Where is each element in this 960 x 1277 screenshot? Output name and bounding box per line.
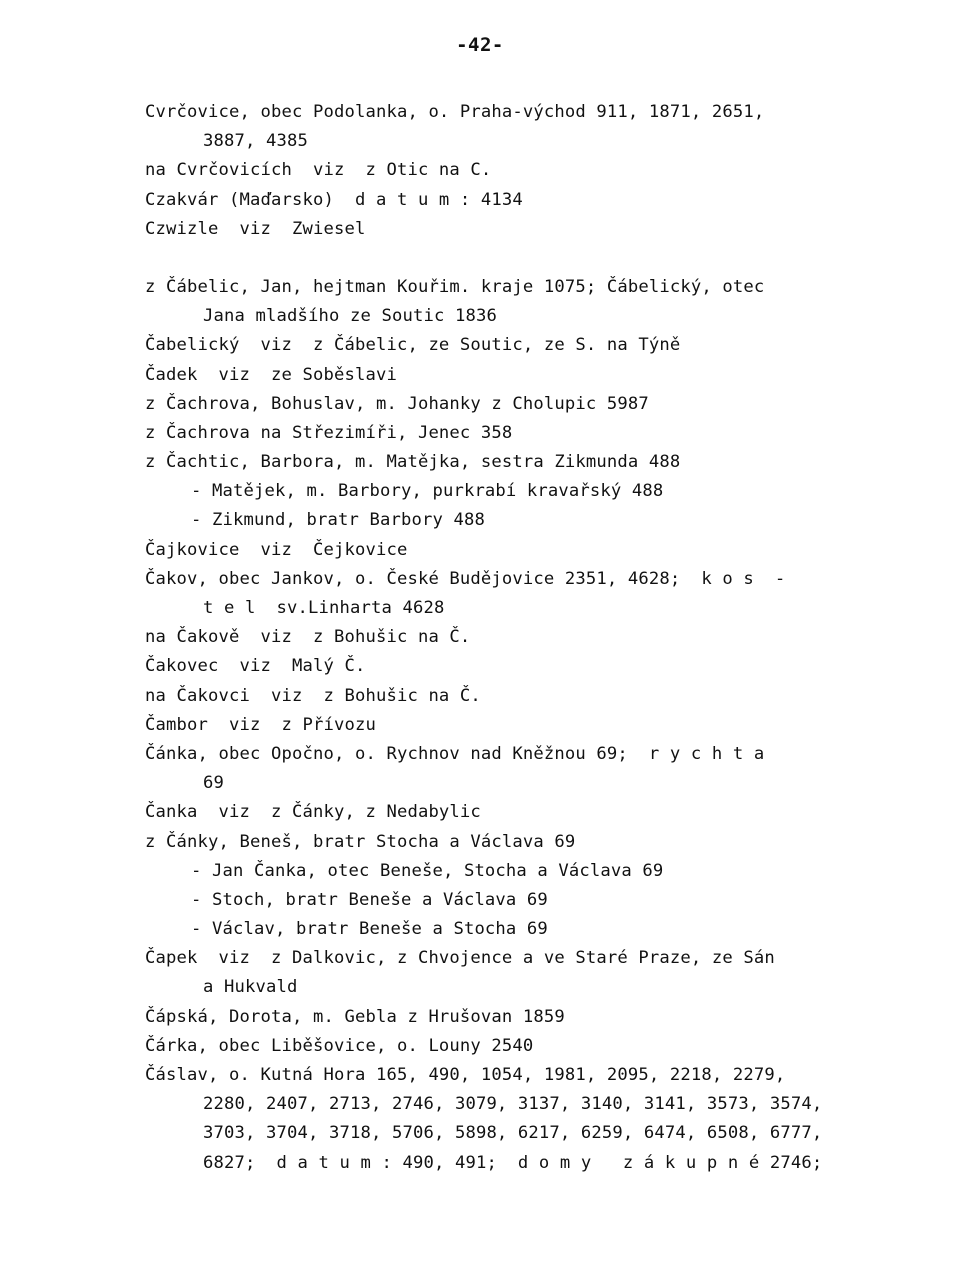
index-entry-line: Čakov, obec Jankov, o. České Budějovice 2351, 4628; k o s - <box>145 568 786 589</box>
index-entry-continuation: - Václav, bratr Beneše a Stocha 69 <box>191 919 548 940</box>
index-entry-line: Čapek viz z Dalkovic, z Chvojence a ve Staré Praze, ze Sán <box>145 948 775 969</box>
index-entry-line: Čáslav, o. Kutná Hora 165, 490, 1054, 1981, 2095, 2218, 2279, <box>145 1065 786 1085</box>
index-entry-line: Čánka, obec Opočno, o. Rychnov nad Kněžnou 69; r y c h t a <box>145 743 765 764</box>
index-entry-line: na Čakově viz z Bohušic na Č. <box>145 627 471 648</box>
index-entry-continuation: - Matějek, m. Barbory, purkrabí kravařský 488 <box>191 481 664 502</box>
index-entry-group <box>145 98 905 244</box>
index-entry-line: z Čánky, Beneš, bratr Stocha a Václava 69 <box>145 831 576 852</box>
index-entry-line: z Čachtic, Barbora, m. Matějka, sestra Zikmunda 488 <box>145 452 681 473</box>
index-entry-continuation: t e l sv.Linharta 4628 <box>203 598 445 618</box>
index-entry-line: z Čábelic, Jan, hejtman Kouřim. kraje 1075; Čábelický, otec <box>145 276 765 297</box>
index-entry-continuation: 3887, 4385 <box>203 131 308 152</box>
index-entry-continuation: 2280, 2407, 2713, 2746, 3079, 3137, 3140, 3141, 3573, 3574, <box>203 1094 823 1115</box>
index-entry-line: z Čachrova na Střezimíři, Jenec 358 <box>145 422 513 443</box>
index-entry-line: na Cvrčovicích viz z Otic na C. <box>145 160 492 181</box>
index-entry-group <box>145 273 905 1178</box>
index-entry-line: na Čakovci viz z Bohušic na Č. <box>145 685 481 706</box>
index-entry-line: Čadek viz ze Soběslavi <box>145 364 397 385</box>
index-entry-line: Czakvár (Maďarsko) d a t u m : 4134 <box>145 189 523 210</box>
index-entry-continuation: 3703, 3704, 3718, 5706, 5898, 6217, 6259, 6474, 6508, 6777, <box>203 1123 823 1144</box>
index-entry-continuation: 6827; d a t u m : 490, 491; d o m y z á k u p n é 2746; <box>203 1152 823 1173</box>
index-entry-line: Cvrčovice, obec Podolanka, o. Praha-východ 911, 1871, 2651, <box>145 102 765 122</box>
index-entry-continuation: a Hukvald <box>203 977 298 998</box>
index-entry-line: Czwizle viz Zwiesel <box>145 218 366 239</box>
index-entry-continuation: - Stoch, bratr Beneše a Václava 69 <box>191 889 548 910</box>
index-entries <box>145 98 905 1178</box>
index-entry-line: Čápská, Dorota, m. Gebla z Hrušovan 1859 <box>145 1006 565 1027</box>
page-number: -42- <box>456 34 504 56</box>
index-entry-continuation: Jana mladšího ze Soutic 1836 <box>203 306 497 327</box>
index-entry-continuation: - Jan Čanka, otec Beneše, Stocha a Václava 69 <box>191 860 664 881</box>
index-entry-continuation: 69 <box>203 773 224 794</box>
index-entry-line: z Čachrova, Bohuslav, m. Johanky z Cholupic 5987 <box>145 393 649 414</box>
index-entry-continuation: - Zikmund, bratr Barbory 488 <box>191 510 485 531</box>
index-entry-line: Čakovec viz Malý Č. <box>145 656 366 677</box>
index-entry-line: Čárka, obec Liběšovice, o. Louny 2540 <box>145 1035 534 1056</box>
index-entry-line: Čambor viz z Přívozu <box>145 714 376 735</box>
index-entry-line: Čanka viz z Čánky, z Nedabylic <box>145 802 481 823</box>
index-entry-line: Čajkovice viz Čejkovice <box>145 539 408 560</box>
index-entry-line: Čabelický viz z Čábelic, ze Soutic, ze S. na Týně <box>145 335 681 356</box>
